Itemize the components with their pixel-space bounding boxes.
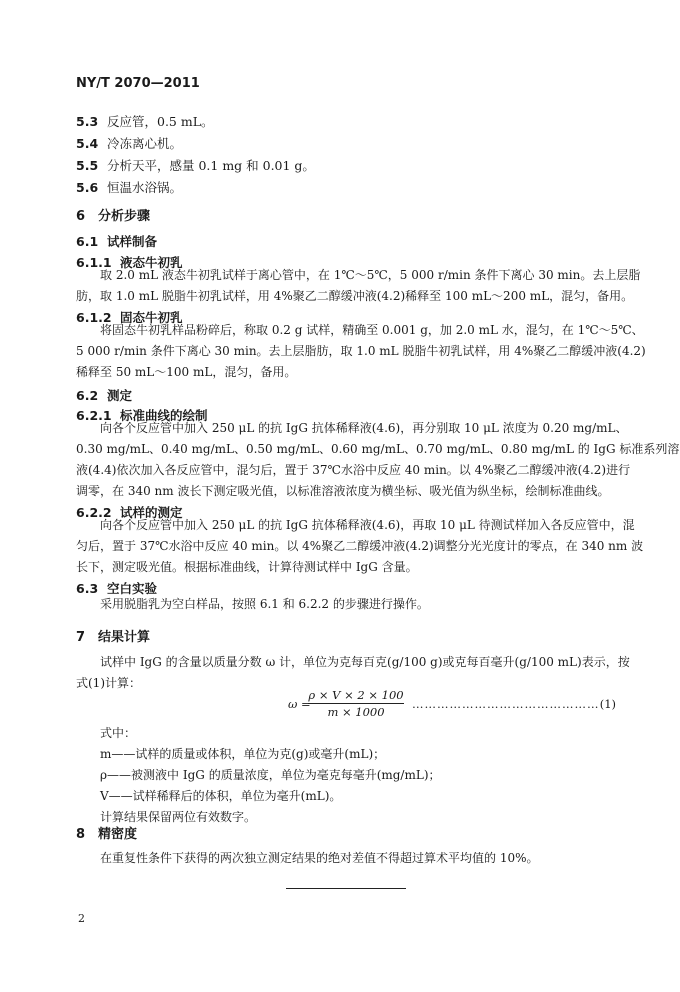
subsection-number: 6.1.2	[76, 310, 112, 325]
item-text: 冷冻离心机。	[107, 136, 183, 151]
text-line: 液(4.4)依次加入各反应管中，混匀后，置于 37℃水浴中反应 40 min。以 4%聚乙二醇缓冲液(4.2)进行	[76, 463, 631, 477]
subsection-title: 空白实验	[107, 581, 158, 596]
subsection-heading-6-2	[76, 386, 132, 404]
item-text: 反应管，0.5 mL。	[107, 114, 214, 129]
subsection-title: 标准曲线的绘制	[120, 408, 208, 423]
formula-numerator: ρ × V × 2 × 100	[308, 688, 404, 702]
text-line: 向各个反应管中加入 250 μL 的抗 IgG 抗体稀释液(4.6)，再取 10 μL 待测试样加入各反应管中，混	[100, 518, 635, 532]
section-title: 精密度	[98, 827, 138, 842]
subsection-number: 6.1	[76, 234, 99, 249]
section-heading-8	[76, 823, 137, 842]
paragraph-6-1-1	[76, 265, 641, 307]
list-item	[76, 134, 182, 152]
formula-leader-dots: ………………………………………	[412, 697, 600, 711]
item-text: 分析天平，感量 0.1 mg 和 0.01 g。	[107, 158, 315, 173]
text-line: 5 000 r/min 条件下离心 30 min。去上层脂肪，取 1.0 mL 脱脂牛初乳试样，用 4%聚乙二醇缓冲液(4.2)	[76, 344, 646, 358]
subsection-title: 试样的测定	[120, 505, 183, 520]
list-item	[76, 156, 315, 174]
subsection-number: 6.2.2	[76, 505, 112, 520]
paragraph-6-1-2	[76, 320, 646, 383]
text-line: 将固态牛初乳样品粉碎后，称取 0.2 g 试样，精确至 0.001 g，加 2.0 mL 水，混匀，在 1℃～5℃、	[100, 323, 644, 337]
paragraph-6-3	[76, 594, 616, 615]
subsection-title: 测定	[107, 388, 133, 403]
section-title: 结果计算	[98, 630, 151, 645]
formula-denominator: m × 1000	[327, 705, 385, 719]
subsection-number: 6.3	[76, 581, 99, 596]
text-line: 取 2.0 mL 液态牛初乳试样于离心管中，在 1℃～5℃，5 000 r/min 条件下离心 30 min。去上层脂	[100, 268, 641, 282]
section-number: 8	[76, 827, 86, 842]
formula-fraction	[308, 688, 404, 719]
formula-number: (1)	[599, 697, 616, 711]
text-line: 匀后，置于 37℃水浴中反应 40 min。以 4%聚乙二醇缓冲液(4.2)调整分光光度计的零点，在 340 nm 波	[76, 539, 644, 553]
text-line: 调零，在 340 nm 波长下测定吸光值，以标准溶液浓度为横坐标、吸光值为纵坐标，绘制标准曲线。	[76, 484, 610, 498]
variable-rho: ρ——被测液中 IgG 的质量浓度，单位为毫克每毫升(mg/mL)；	[100, 768, 441, 782]
text-line: 稀释至 50 mL～100 mL，混匀，备用。	[76, 365, 297, 379]
item-number: 5.4	[76, 136, 99, 151]
paragraph-6-2-2	[76, 515, 644, 578]
paragraph-8	[76, 848, 616, 869]
section-heading-7	[76, 626, 150, 645]
section-number: 6	[76, 209, 86, 224]
subsection-title: 试样制备	[107, 234, 158, 249]
variable-v: V——试样稀释后的体积，单位为毫升(mL)。	[100, 789, 342, 803]
where-label: 式中：	[100, 726, 137, 740]
list-item	[76, 178, 182, 196]
item-number: 5.5	[76, 158, 99, 173]
text-line: 在重复性条件下获得的两次独立测定结果的绝对差值不得超过算术平均值的 10%。	[100, 851, 539, 865]
item-number: 5.3	[76, 114, 99, 129]
formula-1	[288, 688, 628, 722]
text-line: 长下，测定吸光值。根据标准曲线，计算待测试样中 IgG 含量。	[76, 560, 418, 574]
text-line: 向各个反应管中加入 250 μL 的抗 IgG 抗体稀释液(4.6)，再分别取 10 μL 浓度为 0.20 mg/mL、	[100, 421, 628, 435]
subsection-title: 固态牛初乳	[120, 310, 183, 325]
item-number: 5.6	[76, 180, 99, 195]
page-number: 2	[78, 912, 85, 925]
item-text: 恒温水浴锅。	[107, 180, 183, 195]
text-line: 试样中 IgG 的含量以质量分数 ω 计，单位为克每百克(g/100 g)或克每百毫升(g/100 mL)表示，按	[100, 655, 630, 669]
variable-definitions	[76, 723, 616, 828]
text-line: 肪，取 1.0 mL 脱脂牛初乳试样，用 4%聚乙二醇缓冲液(4.2)稀释至 100 mL～200 mL，混匀，备用。	[76, 289, 634, 303]
result-note: 计算结果保留两位有效数字。	[100, 810, 257, 824]
text-line: 0.30 mg/mL、0.40 mg/mL、0.50 mg/mL、0.60 mg/mL、0.70 mg/mL、0.80 mg/mL 的 IgG 标准系列溶	[76, 442, 680, 456]
subsection-number: 6.2.1	[76, 408, 112, 423]
section-title: 分析步骤	[98, 209, 151, 224]
subsection-title: 液态牛初乳	[120, 255, 183, 270]
subsection-heading-6-1	[76, 232, 157, 250]
variable-m: m——试样的质量或体积，单位为克(g)或毫升(mL)；	[100, 747, 386, 761]
section-number: 7	[76, 630, 86, 645]
section-heading-6	[76, 205, 150, 224]
text-line: 式(1)计算：	[76, 676, 141, 690]
formula-lhs: ω =	[288, 697, 311, 711]
subsection-number: 6.1.1	[76, 255, 112, 270]
paragraph-6-2-1	[76, 418, 680, 502]
end-rule	[286, 888, 406, 889]
list-item	[76, 112, 214, 130]
text-line: 采用脱脂乳为空白样品，按照 6.1 和 6.2.2 的步骤进行操作。	[100, 597, 429, 611]
standard-code: NY/T 2070—2011	[76, 76, 200, 91]
subsection-number: 6.2	[76, 388, 99, 403]
